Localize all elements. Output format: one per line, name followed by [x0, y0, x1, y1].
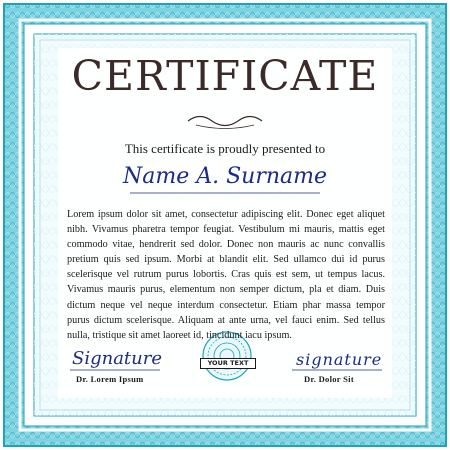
certificate-body: Lorem ipsum dolor sit amet, consectetur adipiscing elit. Donec eget aliquet nibh. Vivamus pharetra tempor feugiat. Vestibulum mi mauris, mattis eget commodo vitae, hendrerit sed dolor. Donec non mauris ac nunc convallis pretium quis sed ipsum. Morbi at blandit elit. Sed ullamco dui id purus scelerisque vel rutrum purus lobortis. Cras quis est sem, ut tempus lacus. Vivamus mauris purus, elementum non semper dictum, pla et diam. Duis dictum neque vel neque interdum consectetur. Etiam phar massa tempor purus dictum scelerisque. Aliquam at ante urna, vel fauci enim. Sed tellus nulla, tristique sit amet laoreet id, tincidunt iacu ipsum.: [67, 209, 385, 341]
certificate-title: CERTIFICATE: [71, 52, 379, 100]
signature-left: Signature: [72, 348, 163, 369]
signer-right-name: Dr. Dolor Sit: [304, 374, 354, 384]
signer-left-name: Dr. Lorem Ipsum: [76, 374, 144, 384]
seal-label: YOUR TEXT: [200, 358, 256, 369]
recipient-name: Name A. Surname: [122, 164, 328, 189]
signature-right: signature: [296, 350, 383, 369]
presented-line: This certificate is proudly presented to: [124, 141, 326, 156]
